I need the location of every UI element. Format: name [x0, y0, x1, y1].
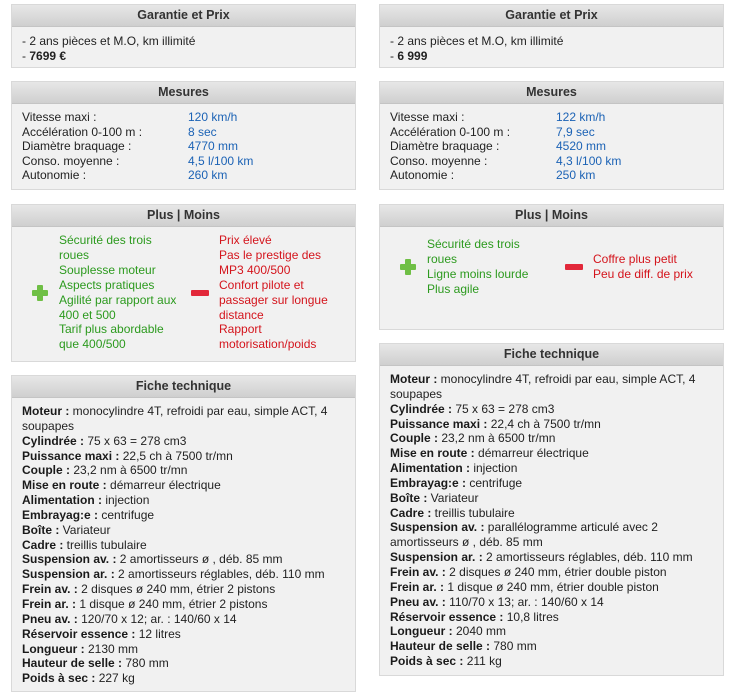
con-item: Rapport motorisation/poids [219, 322, 317, 352]
spec-value: 2040 mm [452, 624, 507, 639]
con-item: Peu de diff. de prix [593, 266, 693, 281]
price-line: - 6 999 [390, 48, 428, 63]
spec-label: Embrayag:e : [22, 507, 99, 522]
spec-label: Couple : [22, 463, 70, 478]
spec-value: 1 disque ø 240 mm, étrier double piston [444, 579, 659, 594]
spec-label: Poids à sec : [390, 654, 464, 669]
spec-row [390, 446, 713, 461]
spec-value: centrifuge [98, 507, 155, 522]
spec-label: Moteur : [390, 372, 438, 386]
measure-value: 7,9 sec [556, 124, 595, 139]
spec-value: 22,5 ch à 7500 tr/mn [119, 448, 233, 463]
spec-row [390, 491, 713, 506]
measure-value: 122 km/h [556, 110, 606, 124]
spec-label: Cylindrée : [390, 401, 453, 416]
spec-value: 110/70 x 13; ar. : 140/60 x 14 [445, 594, 604, 609]
panel-title: Garantie et Prix [12, 5, 355, 27]
con-item: Confort pilote et passager sur longue distance [219, 277, 328, 322]
measure-value: 120 km/h [188, 110, 238, 124]
measure-row [22, 168, 345, 183]
spec-row [390, 520, 713, 550]
spec-row [22, 434, 345, 449]
spec-list [12, 398, 355, 686]
spec-row [22, 508, 345, 523]
spec-value: 2 disques ø 240 mm, étrier 2 pistons [77, 582, 276, 597]
spec-value: 780 mm [490, 639, 537, 654]
spec-value: monocylindre 4T, refroidi par eau, simple ACT, 4 soupapes [390, 372, 696, 401]
spec-label: Mise en route : [22, 478, 107, 493]
price-line: - 7699 € [22, 48, 67, 63]
spec-row [22, 552, 345, 567]
guarantee-text: - 2 ans pièces et M.O, km illimité [22, 34, 196, 48]
spec-row [390, 402, 713, 417]
minus-icon [191, 290, 209, 296]
spec-row [390, 431, 713, 446]
price-value: 6 999 [397, 48, 428, 63]
spec-label: Boîte : [390, 490, 428, 505]
pro-item: Agilité par rapport aux 400 et 500 [59, 292, 177, 322]
spec-value: 12 litres [135, 626, 181, 641]
measure-label: Accélération 0-100 m : [390, 124, 511, 139]
spec-value: démarreur électrique [474, 446, 589, 461]
measure-row [390, 110, 713, 125]
right-garantie-panel [379, 4, 724, 68]
spec-value: monocylindre 4T, refroidi par eau, simple ACT, 4 soupapes [22, 404, 328, 433]
left-garantie-panel [11, 4, 356, 68]
spec-label: Pneu av. : [390, 594, 446, 609]
spec-row [390, 476, 713, 491]
spec-row [390, 624, 713, 639]
spec-label: Réservoir essence : [390, 609, 504, 624]
measure-value: 4,3 l/100 km [556, 153, 622, 168]
spec-row [22, 627, 345, 642]
measure-label: Conso. moyenne : [390, 153, 488, 168]
right-plusmoins-panel [379, 204, 724, 330]
measure-row [22, 154, 345, 169]
measure-label: Diamètre braquage : [22, 139, 132, 154]
spec-value: 227 kg [95, 671, 135, 686]
spec-row [390, 550, 713, 565]
price-value: 7699 € [29, 48, 67, 63]
spec-value: 2 amortisseurs réglables, déb. 110 mm [482, 550, 693, 565]
cons-list [219, 233, 339, 352]
spec-value: 120/70 x 12; ar. : 140/60 x 14 [77, 611, 237, 626]
spec-value: 2 amortisseurs réglables, déb. 110 mm [114, 567, 325, 582]
spec-label: Mise en route : [390, 446, 475, 461]
measure-label: Vitesse maxi : [22, 110, 97, 124]
measure-row [22, 139, 345, 154]
spec-row [22, 538, 345, 553]
measure-row [390, 154, 713, 169]
spec-value: treillis tubulaire [63, 537, 147, 552]
spec-value: parallélogramme articulé avec 2 amortisseurs ø , déb. 85 mm [390, 520, 658, 550]
spec-label: Cadre : [22, 537, 64, 552]
spec-label: Poids à sec : [22, 671, 96, 686]
spec-label: Longueur : [22, 641, 85, 656]
right-fiche-panel [379, 343, 724, 676]
measure-value: 8 sec [188, 124, 217, 139]
spec-value: Variateur [59, 522, 111, 537]
spec-label: Hauteur de selle : [22, 656, 123, 671]
spec-row [22, 478, 345, 493]
measures-list [380, 104, 723, 183]
spec-label: Frein ar. : [22, 596, 77, 611]
panel-title: Mesures [12, 82, 355, 104]
measure-row [22, 125, 345, 140]
spec-row [390, 639, 713, 654]
pros-list [59, 233, 179, 352]
panel-title: Fiche technique [380, 344, 723, 366]
spec-value: Variateur [427, 490, 479, 505]
spec-label: Alimentation : [390, 461, 470, 476]
spec-label: Puissance maxi : [22, 448, 120, 463]
spec-row [390, 565, 713, 580]
panel-title: Mesures [380, 82, 723, 104]
spec-label: Frein ar. : [390, 579, 445, 594]
cons-list [593, 252, 713, 282]
measure-label: Vitesse maxi : [390, 110, 465, 124]
left-plusmoins-panel [11, 204, 356, 362]
spec-row [22, 404, 345, 434]
measure-value: 4,5 l/100 km [188, 153, 254, 168]
spec-row [22, 449, 345, 464]
spec-row [390, 372, 713, 402]
plus-icon [400, 259, 416, 275]
panel-title: Plus | Moins [380, 205, 723, 227]
spec-label: Suspension ar. : [390, 550, 483, 565]
spec-value: 2 disques ø 240 mm, étrier double piston [445, 564, 667, 579]
spec-value: 2 amortisseurs ø , déb. 85 mm [116, 552, 283, 567]
spec-row [22, 582, 345, 597]
pro-item: Tarif plus abordable que 400/500 [59, 322, 164, 352]
spec-value: injection [102, 493, 150, 508]
con-item: Pas le prestige des MP3 400/500 [219, 247, 322, 277]
measure-row [22, 110, 345, 125]
spec-row [390, 506, 713, 521]
spec-value: injection [470, 461, 518, 476]
measure-row [390, 125, 713, 140]
spec-label: Suspension av. : [22, 552, 117, 567]
spec-label: Puissance maxi : [390, 416, 488, 431]
spec-value: 10,8 litres [503, 609, 559, 624]
measure-label: Conso. moyenne : [22, 153, 120, 168]
spec-value: 211 kg [463, 654, 502, 669]
spec-label: Suspension ar. : [22, 567, 115, 582]
con-item: Prix élevé [219, 233, 272, 247]
spec-row [390, 595, 713, 610]
spec-label: Moteur : [22, 404, 70, 418]
spec-label: Embrayag:e : [390, 475, 467, 490]
spec-label: Frein av. : [390, 564, 446, 579]
spec-label: Cylindrée : [22, 433, 85, 448]
measure-row [390, 168, 713, 183]
spec-label: Pneu av. : [22, 611, 78, 626]
spec-row [390, 580, 713, 595]
panel-title: Garantie et Prix [380, 5, 723, 27]
pro-item: Sécurité des trois roues [59, 233, 152, 262]
spec-row [22, 612, 345, 627]
spec-row [22, 597, 345, 612]
spec-row [22, 656, 345, 671]
spec-value: 1 disque ø 240 mm, étrier 2 pistons [76, 596, 268, 611]
spec-value: démarreur électrique [106, 478, 221, 493]
spec-label: Réservoir essence : [22, 626, 136, 641]
con-item: Coffre plus petit [593, 251, 677, 266]
spec-label: Hauteur de selle : [390, 639, 491, 654]
measure-value: 250 km [556, 168, 596, 183]
measure-value: 260 km [188, 168, 228, 183]
spec-value: 75 x 63 = 278 cm3 [84, 433, 187, 448]
right-mesures-panel [379, 81, 724, 190]
spec-value: 75 x 63 = 278 cm3 [452, 401, 555, 416]
pro-item: Sécurité des trois roues [427, 237, 520, 266]
pro-item: Aspects pratiques [59, 277, 155, 292]
spec-value: centrifuge [466, 475, 523, 490]
spec-label: Suspension av. : [390, 520, 485, 535]
guarantee-text: - 2 ans pièces et M.O, km illimité [390, 34, 564, 48]
measure-value: 4770 mm [188, 139, 239, 154]
pro-item: Souplesse moteur [59, 262, 156, 277]
spec-value: 2130 mm [84, 641, 139, 656]
spec-label: Alimentation : [22, 493, 102, 508]
panel-title: Fiche technique [12, 376, 355, 398]
spec-value: 23,2 nm à 6500 tr/mn [70, 463, 188, 478]
measure-label: Autonomie : [390, 168, 455, 183]
minus-icon [565, 264, 583, 270]
pro-item: Plus agile [427, 281, 480, 296]
spec-row [22, 567, 345, 582]
spec-row [390, 417, 713, 432]
pro-item: Ligne moins lourde [427, 266, 529, 281]
spec-label: Cadre : [390, 505, 432, 520]
pros-list [427, 237, 553, 297]
spec-value: 23,2 nm à 6500 tr/mn [438, 431, 556, 446]
spec-row [390, 461, 713, 476]
spec-row [22, 493, 345, 508]
spec-row [390, 654, 713, 669]
spec-value: 780 mm [122, 656, 169, 671]
spec-row [22, 671, 345, 686]
measure-row [390, 139, 713, 154]
spec-row [22, 642, 345, 657]
spec-list [380, 366, 723, 669]
spec-row [22, 463, 345, 478]
left-mesures-panel [11, 81, 356, 190]
spec-label: Longueur : [390, 624, 453, 639]
measure-label: Autonomie : [22, 168, 87, 183]
spec-row [390, 610, 713, 625]
spec-row [22, 523, 345, 538]
spec-value: 22,4 ch à 7500 tr/mn [487, 416, 601, 431]
measure-label: Accélération 0-100 m : [22, 124, 143, 139]
left-fiche-panel [11, 375, 356, 692]
measure-value: 4520 mm [556, 139, 607, 154]
spec-label: Couple : [390, 431, 438, 446]
measures-list [12, 104, 355, 183]
plus-icon [32, 285, 48, 301]
measure-label: Diamètre braquage : [390, 139, 500, 154]
spec-value: treillis tubulaire [431, 505, 515, 520]
spec-label: Boîte : [22, 522, 60, 537]
spec-label: Frein av. : [22, 582, 78, 597]
panel-title: Plus | Moins [12, 205, 355, 227]
